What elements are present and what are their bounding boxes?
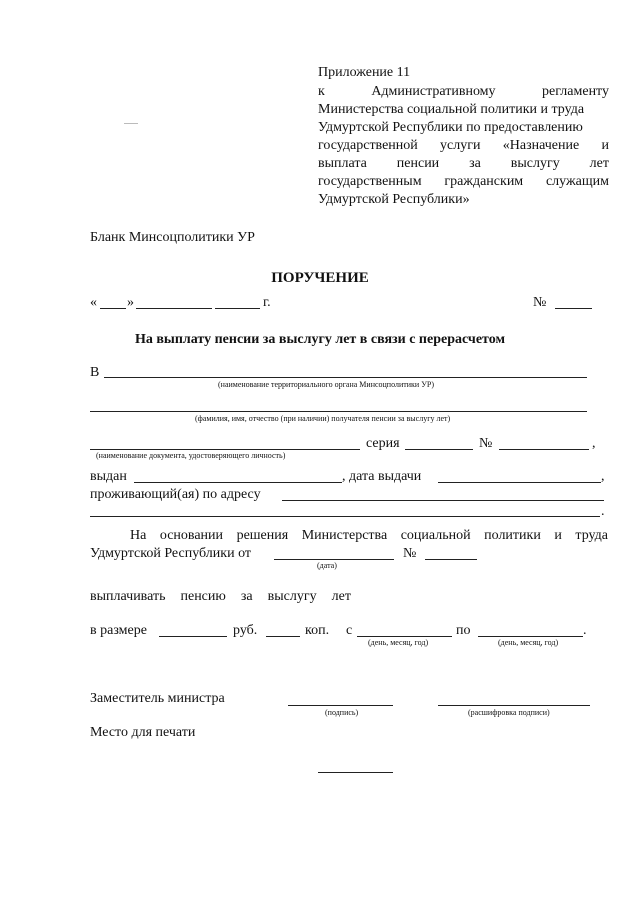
date-year-line bbox=[215, 308, 260, 309]
decision-number-line bbox=[425, 559, 477, 560]
to-prefix: В bbox=[90, 365, 100, 380]
hint-fio: (фамилия, имя, отчество (при наличии) получателя пенсии за выслугу лет) bbox=[195, 414, 451, 423]
pay-label: выплачивать пенсию за выслугу лет bbox=[90, 589, 351, 604]
address-period: . bbox=[601, 504, 605, 519]
document-line bbox=[90, 449, 360, 450]
annex-title: Приложение 11 bbox=[318, 65, 411, 80]
hint-decision-date: (дата) bbox=[317, 561, 337, 570]
annex-line-6: выплата пенсии за выслугу лет bbox=[318, 156, 609, 171]
annex-line-7: государственным гражданским служащим bbox=[318, 174, 609, 189]
annex-line-4: Удмуртской Республики по предоставлению bbox=[318, 120, 583, 135]
signature-decode-line bbox=[438, 705, 590, 706]
issued-by-line bbox=[134, 482, 342, 483]
fio-line bbox=[90, 411, 587, 412]
series-line bbox=[405, 449, 473, 450]
basis-line-1: На основании решения Министерства социальной политики и труда bbox=[130, 528, 608, 543]
decision-date-line bbox=[274, 559, 394, 560]
amount-rub-line bbox=[159, 636, 227, 637]
date-close-quote: » bbox=[127, 295, 134, 310]
doc-number-line bbox=[499, 449, 589, 450]
address-line-2 bbox=[90, 516, 600, 517]
scan-mark bbox=[124, 123, 138, 124]
rub-label: руб. bbox=[233, 623, 258, 638]
amount-period: . bbox=[583, 623, 587, 638]
hint-from-date: (день, месяц, год) bbox=[368, 638, 429, 647]
annex-line-8: Удмуртской Республики» bbox=[318, 192, 470, 207]
hint-organ: (наименование территориального органа Минсоцполитики УР) bbox=[218, 380, 434, 389]
signature-line bbox=[288, 705, 393, 706]
to-label: по bbox=[456, 623, 471, 638]
stamp-place: Место для печати bbox=[90, 725, 196, 740]
order-subject: На выплату пенсии за выслугу лет в связи с перерасчетом bbox=[134, 332, 505, 347]
basis-line-2: Удмуртской Республики от bbox=[90, 546, 251, 561]
address-line-1 bbox=[282, 500, 604, 501]
date-day-line bbox=[100, 308, 126, 309]
organ-line bbox=[104, 377, 587, 378]
issue-date-label: , дата выдачи bbox=[342, 469, 422, 484]
issue-comma: , bbox=[601, 469, 605, 484]
order-number-line bbox=[555, 308, 592, 309]
doc-comma: , bbox=[592, 436, 596, 451]
hint-signature-decode: (расшифровка подписи) bbox=[468, 708, 550, 717]
order-title: ПОРУЧЕНИЕ bbox=[271, 270, 369, 286]
annex-line-2: к Административному регламенту bbox=[318, 84, 609, 99]
year-suffix: г. bbox=[263, 295, 271, 310]
issue-date-line bbox=[438, 482, 601, 483]
from-date-line bbox=[357, 636, 452, 637]
blank-label: Бланк Минсоцполитики УР bbox=[90, 230, 255, 245]
residing-label: проживающий(ая) по адресу bbox=[90, 487, 261, 502]
bottom-line bbox=[318, 772, 393, 773]
amount-prefix: в размере bbox=[90, 623, 147, 638]
hint-to-date: (день, месяц, год) bbox=[498, 638, 559, 647]
amount-kop-line bbox=[266, 636, 300, 637]
date-month-line bbox=[136, 308, 212, 309]
decision-number-label: № bbox=[403, 546, 417, 561]
kop-label: коп. bbox=[305, 623, 330, 638]
to-date-line bbox=[478, 636, 583, 637]
date-open-quote: « bbox=[90, 295, 97, 310]
from-label: с bbox=[346, 623, 353, 638]
series-label: серия bbox=[366, 436, 400, 451]
signer-position: Заместитель министра bbox=[90, 691, 225, 706]
annex-line-5: государственной услуги «Назначение и bbox=[318, 138, 609, 153]
hint-signature: (подпись) bbox=[325, 708, 359, 717]
doc-number-label: № bbox=[479, 436, 493, 451]
order-number-sign: № bbox=[533, 295, 547, 310]
issued-label: выдан bbox=[90, 469, 127, 484]
annex-line-3: Министерства социальной политики и труда bbox=[318, 102, 585, 117]
hint-document: (наименование документа, удостоверяющего личность) bbox=[96, 451, 286, 460]
